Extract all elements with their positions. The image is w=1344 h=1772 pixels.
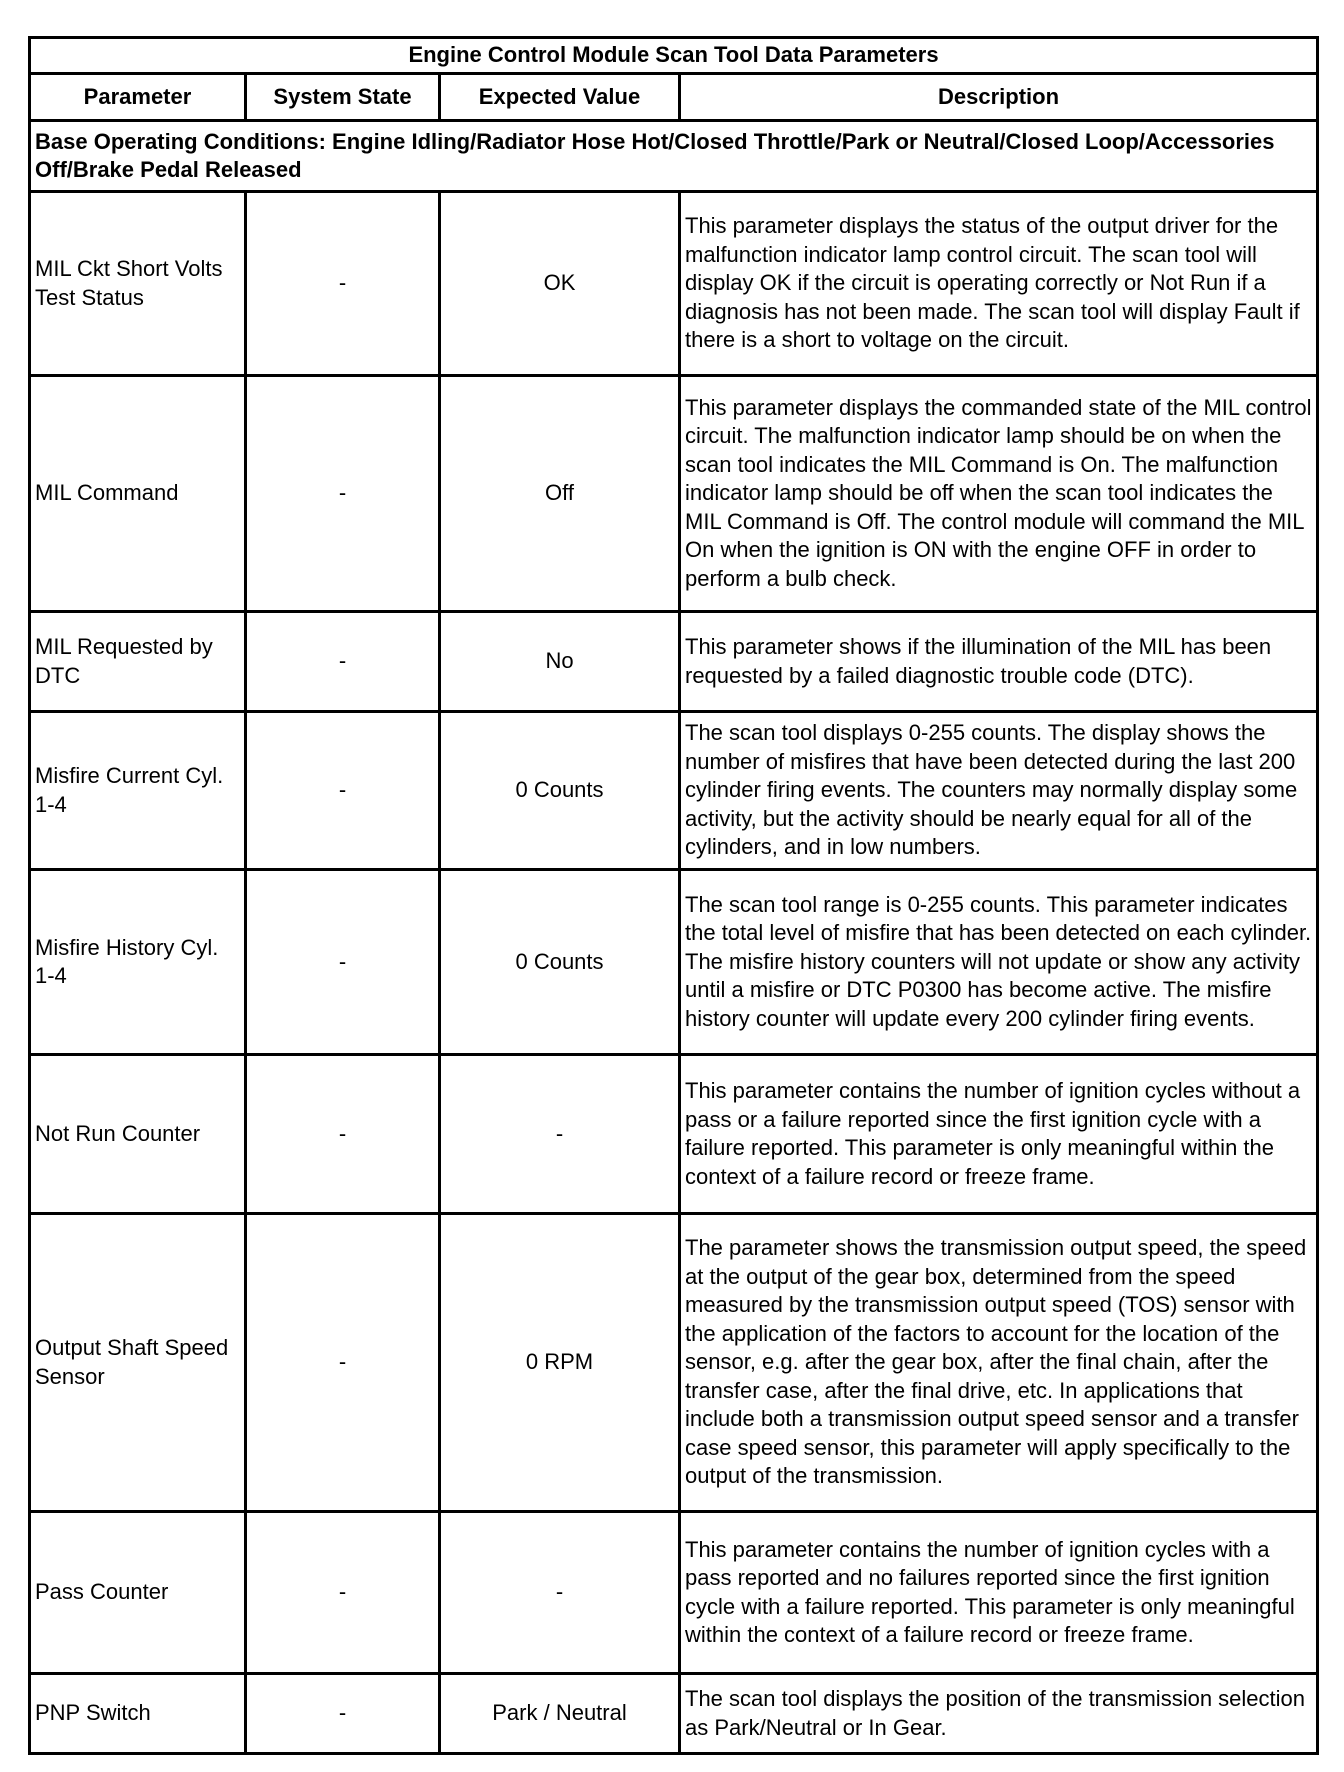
parameter-cell: Pass Counter — [30, 1512, 246, 1674]
description-cell: The scan tool range is 0-255 counts. This parameter indicates the total level of misfire that has been detected on each cylinder. The misfire history counters will not update or show any activity until a misfire or DTC P0300 has become active. The misfire history counter will update every 200 cylinder firing events. — [680, 870, 1318, 1055]
table-row — [30, 1214, 1318, 1512]
expected-value-cell: Park / Neutral — [440, 1674, 680, 1754]
system-state-cell: - — [246, 712, 440, 870]
parameter-cell: Output Shaft Speed Sensor — [30, 1214, 246, 1512]
expected-value-cell: - — [440, 1512, 680, 1674]
description-cell: The scan tool displays 0-255 counts. The display shows the number of misfires that have been detected during the last 200 cylinder firing events. The counters may normally display some activity, but the activity should be nearly equal for all of the cylinders, and in low numbers. — [680, 712, 1318, 870]
table-title: Engine Control Module Scan Tool Data Parameters — [30, 38, 1318, 74]
expected-value-cell: 0 Counts — [440, 870, 680, 1055]
system-state-cell: - — [246, 1512, 440, 1674]
header-system-state: System State — [246, 74, 440, 121]
system-state-cell: - — [246, 870, 440, 1055]
parameter-cell: Misfire History Cyl. 1-4 — [30, 870, 246, 1055]
table-row — [30, 612, 1318, 712]
table-row — [30, 870, 1318, 1055]
table-header-row — [30, 74, 1318, 121]
description-cell: This parameter displays the commanded state of the MIL control circuit. The malfunction indicator lamp should be on when the scan tool indicates the MIL Command is On. The malfunction indicator lamp should be off when the scan tool indicates the MIL Command is Off. The control module will command the MIL On when the ignition is ON with the engine OFF in order to perform a bulb check. — [680, 376, 1318, 612]
system-state-cell: - — [246, 1214, 440, 1512]
description-cell: The parameter shows the transmission output speed, the speed at the output of the gear box, determined from the speed measured by the transmission output speed (TOS) sensor with the application of the factors to account for the location of the sensor, e.g. after the gear box, after the final chain, after the transfer case, after the final drive, etc. In applications that include both a transmission output speed sensor and a transfer case speed sensor, this parameter will apply specifically to the output of the transmission. — [680, 1214, 1318, 1512]
parameter-cell: MIL Command — [30, 376, 246, 612]
table-row — [30, 712, 1318, 870]
description-cell: This parameter contains the number of ignition cycles with a pass reported and no failures reported since the first ignition cycle with a failure reported. This parameter is only meaningful within the context of a failure record or freeze frame. — [680, 1512, 1318, 1674]
system-state-cell: - — [246, 1055, 440, 1214]
parameter-cell: PNP Switch — [30, 1674, 246, 1754]
header-expected-value: Expected Value — [440, 74, 680, 121]
expected-value-cell: No — [440, 612, 680, 712]
scan-tool-data-table — [28, 36, 1319, 1755]
table-row — [30, 1512, 1318, 1674]
description-cell: This parameter shows if the illumination of the MIL has been requested by a failed diagnostic trouble code (DTC). — [680, 612, 1318, 712]
expected-value-cell: Off — [440, 376, 680, 612]
table-row — [30, 1674, 1318, 1754]
table-row — [30, 376, 1318, 612]
system-state-cell: - — [246, 376, 440, 612]
table-title-row — [30, 38, 1318, 74]
system-state-cell: - — [246, 1674, 440, 1754]
description-cell: This parameter displays the status of the output driver for the malfunction indicator lamp control circuit. The scan tool will display OK if the circuit is operating correctly or Not Run if a diagnosis has not been made. The scan tool will display Fault if there is a short to voltage on the circuit. — [680, 192, 1318, 376]
table-row — [30, 1055, 1318, 1214]
expected-value-cell: - — [440, 1055, 680, 1214]
parameter-cell: Not Run Counter — [30, 1055, 246, 1214]
conditions-row — [30, 121, 1318, 192]
description-cell: This parameter contains the number of ignition cycles without a pass or a failure reported since the first ignition cycle with a failure reported. This parameter is only meaningful within the context of a failure record or freeze frame. — [680, 1055, 1318, 1214]
description-cell: The scan tool displays the position of the transmission selection as Park/Neutral or In Gear. — [680, 1674, 1318, 1754]
table-row — [30, 192, 1318, 376]
parameter-cell: MIL Ckt Short Volts Test Status — [30, 192, 246, 376]
system-state-cell: - — [246, 612, 440, 712]
header-description: Description — [680, 74, 1318, 121]
expected-value-cell: 0 RPM — [440, 1214, 680, 1512]
system-state-cell: - — [246, 192, 440, 376]
expected-value-cell: 0 Counts — [440, 712, 680, 870]
parameter-cell: MIL Requested by DTC — [30, 612, 246, 712]
base-operating-conditions: Base Operating Conditions: Engine Idling/Radiator Hose Hot/Closed Throttle/Park or Neutral/Closed Loop/Accessories Off/Brake Pedal Released — [30, 121, 1318, 192]
expected-value-cell: OK — [440, 192, 680, 376]
header-parameter: Parameter — [30, 74, 246, 121]
parameter-cell: Misfire Current Cyl. 1-4 — [30, 712, 246, 870]
